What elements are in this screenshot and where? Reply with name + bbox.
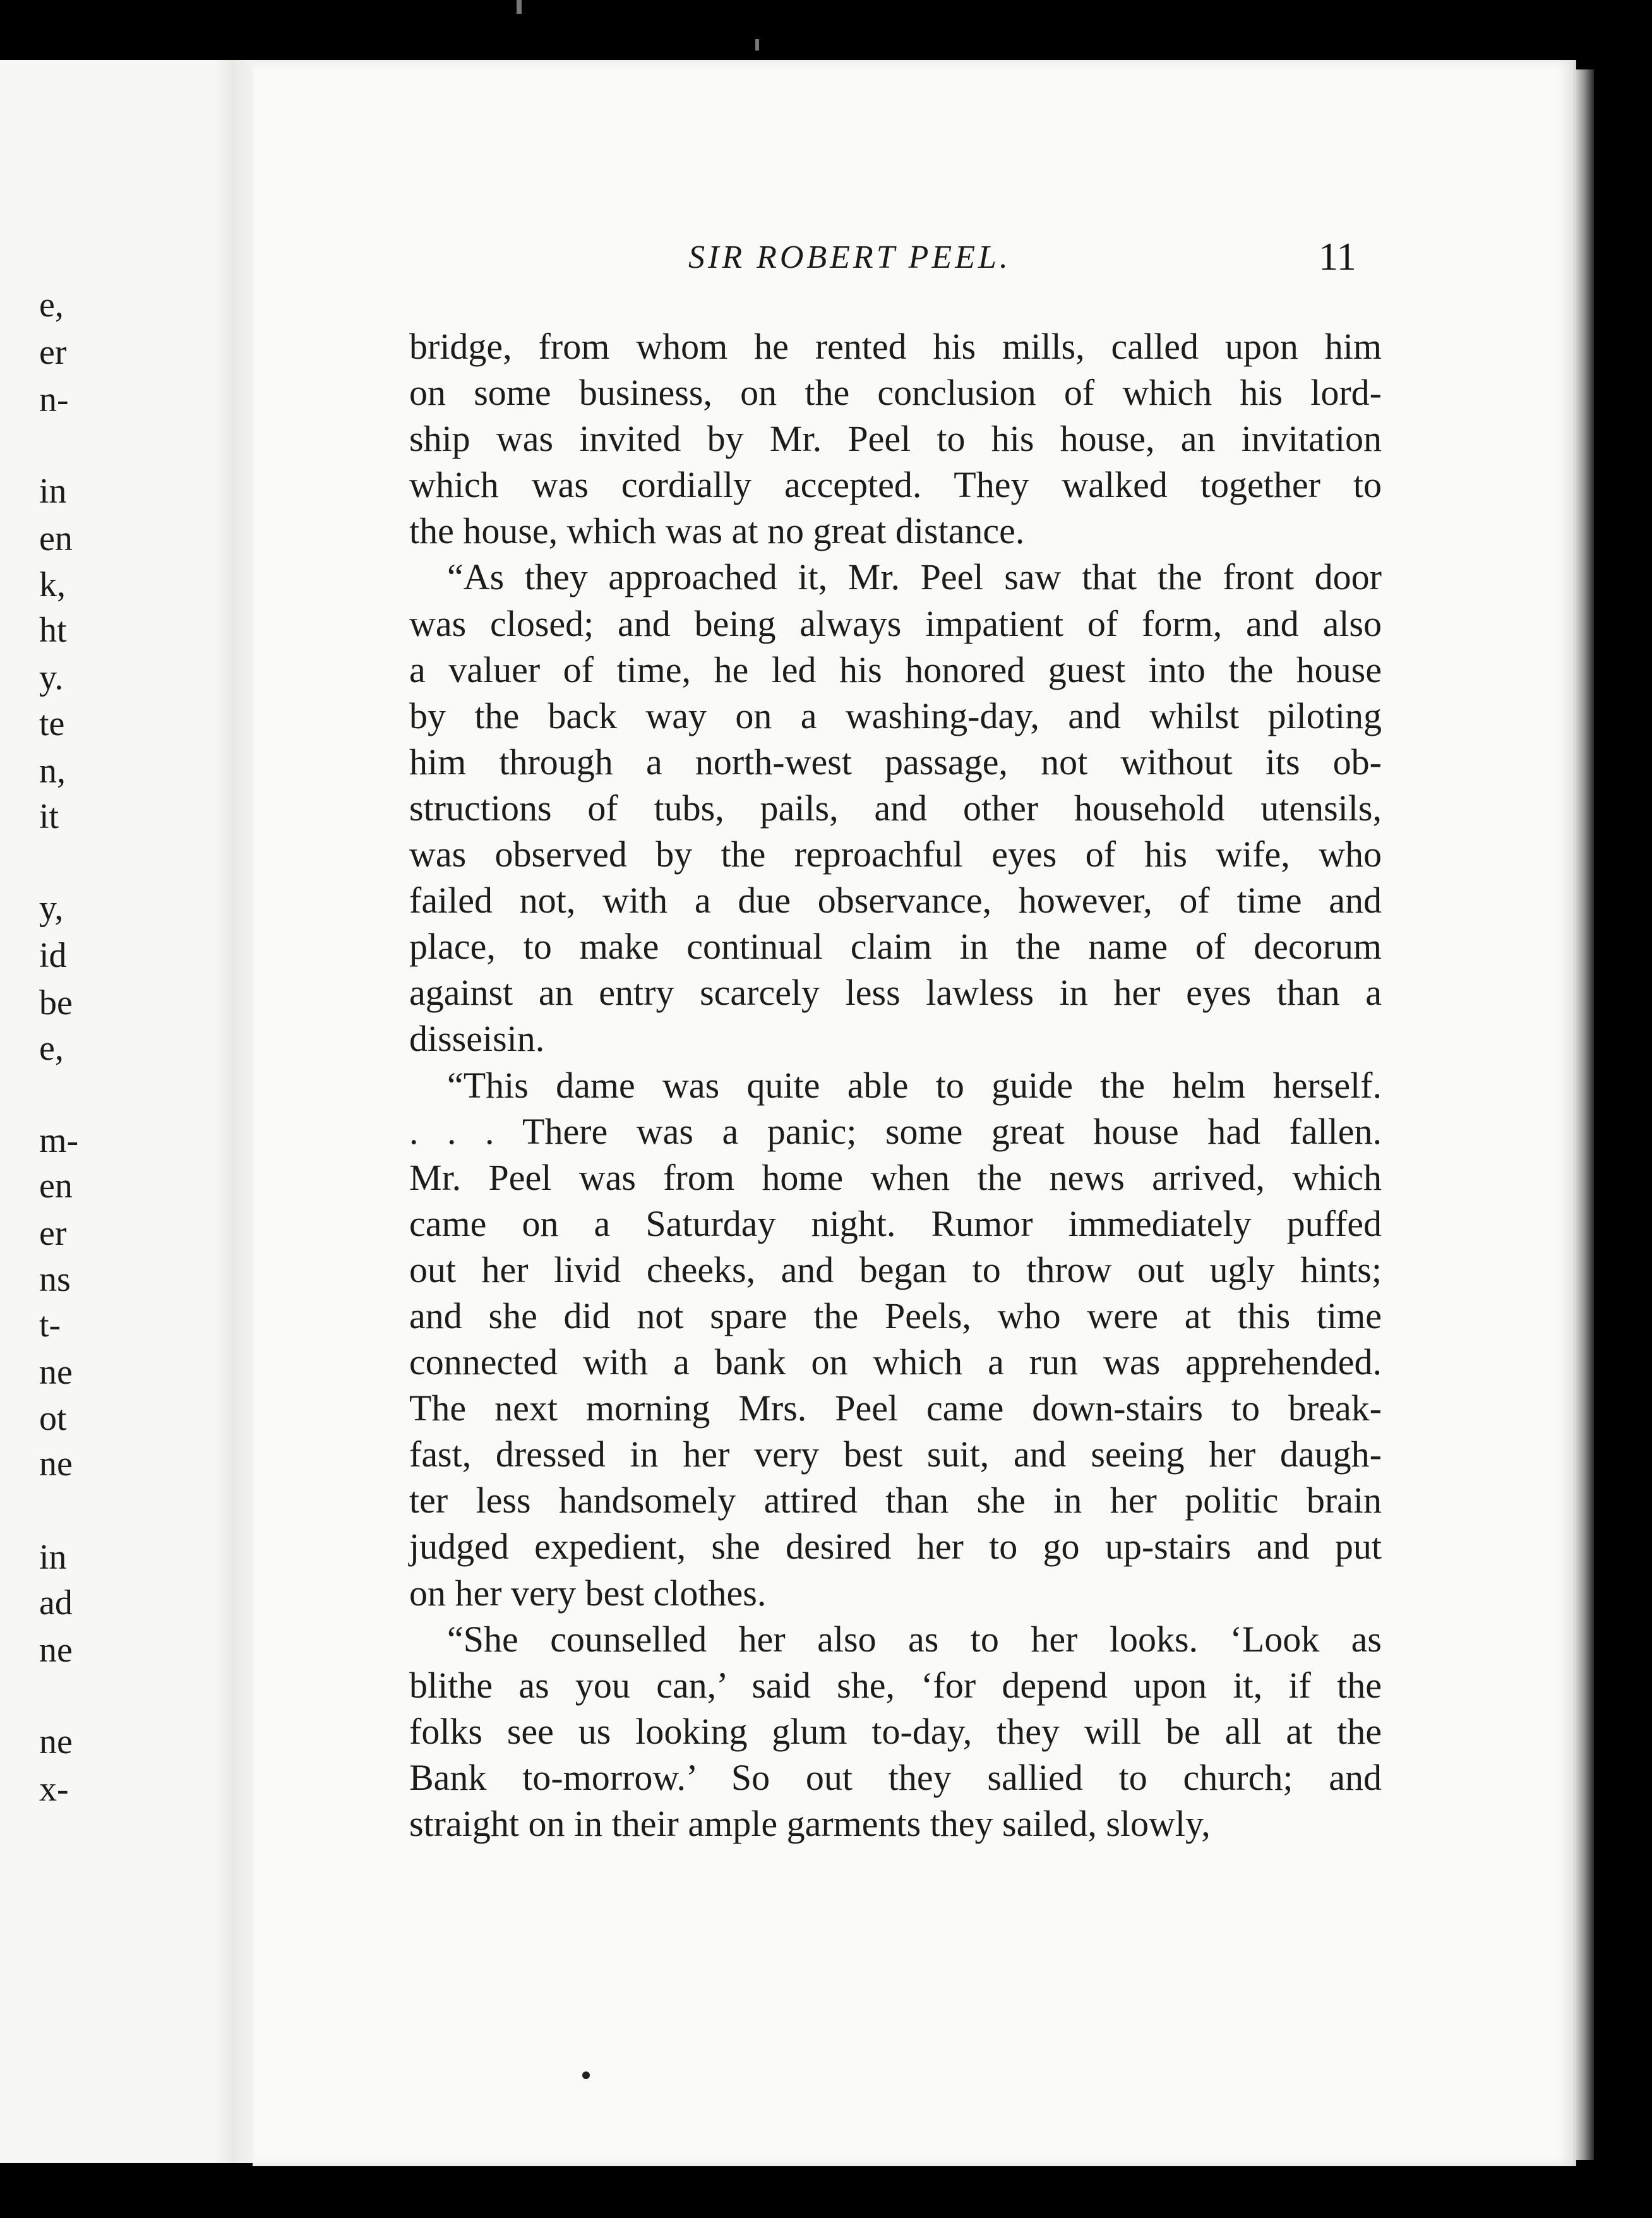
previous-page-text-fragment: er: [39, 333, 67, 372]
previous-page-text-fragment: e,: [39, 285, 64, 325]
text-line: blithe as you can,’ said she, ‘for depend upon it, if the: [409, 1664, 1382, 1706]
printer-mark: [582, 2071, 590, 2079]
text-line: came on a Saturday night. Rumor immediately puffed: [409, 1202, 1382, 1244]
text-line: judged expedient, she desired her to go up-stairs and put: [409, 1526, 1382, 1568]
previous-page-text-fragment: it: [39, 797, 59, 836]
text-line: and she did not spare the Peels, who were at this time: [409, 1295, 1382, 1336]
body-text: [409, 323, 1382, 1847]
text-line: folks see us looking glum to-day, they will be all at the: [409, 1710, 1382, 1752]
text-line: place, to make continual claim in the name of decorum: [409, 926, 1382, 968]
previous-page-text-fragment: en: [39, 519, 73, 558]
previous-page-text-fragment: id: [39, 936, 67, 975]
previous-page-text-fragment: ht: [39, 611, 67, 650]
text-line: on some business, on the conclusion of which his lord-: [409, 372, 1382, 414]
previous-page-text-fragment: ot: [39, 1399, 67, 1438]
text-line: “This dame was quite able to guide the helm herself.: [447, 1064, 1382, 1106]
text-line: The next morning Mrs. Peel came down-stairs to break-: [409, 1388, 1382, 1429]
page-edge-shadow: [1576, 69, 1594, 2160]
page-number: 11: [1319, 236, 1356, 279]
previous-page-edge: [0, 60, 227, 2163]
scan-speck: [517, 0, 522, 14]
text-line: failed not, with a due observance, however, of time and: [409, 880, 1382, 921]
text-line: disseisin.: [409, 1018, 545, 1060]
text-line: Bank to-morrow.’ So out they sallied to church; and: [409, 1756, 1382, 1798]
previous-page-text-fragment: y.: [39, 658, 64, 697]
text-line: out her livid cheeks, and began to throw out ugly hints;: [409, 1249, 1382, 1290]
previous-page-text-fragment: m-: [39, 1121, 79, 1160]
text-line: on her very best clothes.: [409, 1572, 767, 1614]
scan-speck: [755, 39, 759, 51]
running-head: SIR ROBERT PEEL.: [688, 239, 1011, 275]
previous-page-text-fragment: k,: [39, 565, 66, 604]
text-line: which was cordially accepted. They walked together to: [409, 464, 1382, 506]
text-line: was observed by the reproachful eyes of his wife, who: [409, 834, 1382, 875]
previous-page-text-fragment: n-: [39, 380, 69, 419]
previous-page-text-fragment: n,: [39, 752, 66, 791]
previous-page-text-fragment: ns: [39, 1260, 71, 1299]
previous-page-text-fragment: en: [39, 1166, 73, 1206]
text-line: “As they approached it, Mr. Peel saw that the front door: [447, 556, 1382, 598]
previous-page-text-fragment: er: [39, 1214, 67, 1253]
text-line: against an entry scarcely less lawless in her eyes than a: [409, 972, 1382, 1014]
text-line: a valuer of time, he led his honored guest into the house: [409, 649, 1382, 690]
previous-page-text-fragment: ne: [39, 1722, 73, 1761]
text-line: connected with a bank on which a run was apprehended.: [409, 1341, 1382, 1383]
text-line: ter less handsomely attired than she in her politic brain: [409, 1480, 1382, 1521]
text-line: “She counselled her also as to her looks. ‘Look as: [447, 1618, 1382, 1660]
previous-page-text-fragment: e,: [39, 1029, 64, 1068]
text-line: was closed; and being always impatient of form, and also: [409, 602, 1382, 644]
text-line: bridge, from whom he rented his mills, called upon him: [409, 326, 1382, 367]
previous-page-text-fragment: y,: [39, 889, 64, 928]
book-gutter: [215, 60, 253, 2163]
previous-page-text-fragment: te: [39, 704, 65, 743]
text-line: . . . There was a panic; some great house had fallen.: [409, 1110, 1382, 1152]
previous-page-text-fragment: be: [39, 983, 73, 1022]
previous-page-text-fragment: t-: [39, 1305, 61, 1345]
text-line: Mr. Peel was from home when the news arrived, which: [409, 1156, 1382, 1198]
previous-page-text-fragment: x-: [39, 1770, 69, 1809]
text-line: ship was invited by Mr. Peel to his house, an invitation: [409, 418, 1382, 460]
text-line: fast, dressed in her very best suit, and seeing her daugh-: [409, 1434, 1382, 1475]
previous-page-text-fragment: in: [39, 1538, 67, 1577]
text-line: structions of tubs, pails, and other household utensils,: [409, 787, 1382, 829]
previous-page-text-fragment: ne: [39, 1444, 73, 1484]
previous-page-text-fragment: ad: [39, 1583, 73, 1622]
previous-page-text-fragment: ne: [39, 1353, 73, 1392]
previous-page-text-fragment: ne: [39, 1631, 73, 1670]
text-line: the house, which was at no great distance.: [409, 510, 1025, 552]
previous-page-text-fragment: in: [39, 472, 67, 511]
text-line: by the back way on a washing-day, and whilst piloting: [409, 695, 1382, 736]
text-line: straight on in their ample garments they sailed, slowly,: [409, 1803, 1211, 1844]
text-line: him through a north-west passage, not without its ob-: [409, 741, 1382, 782]
